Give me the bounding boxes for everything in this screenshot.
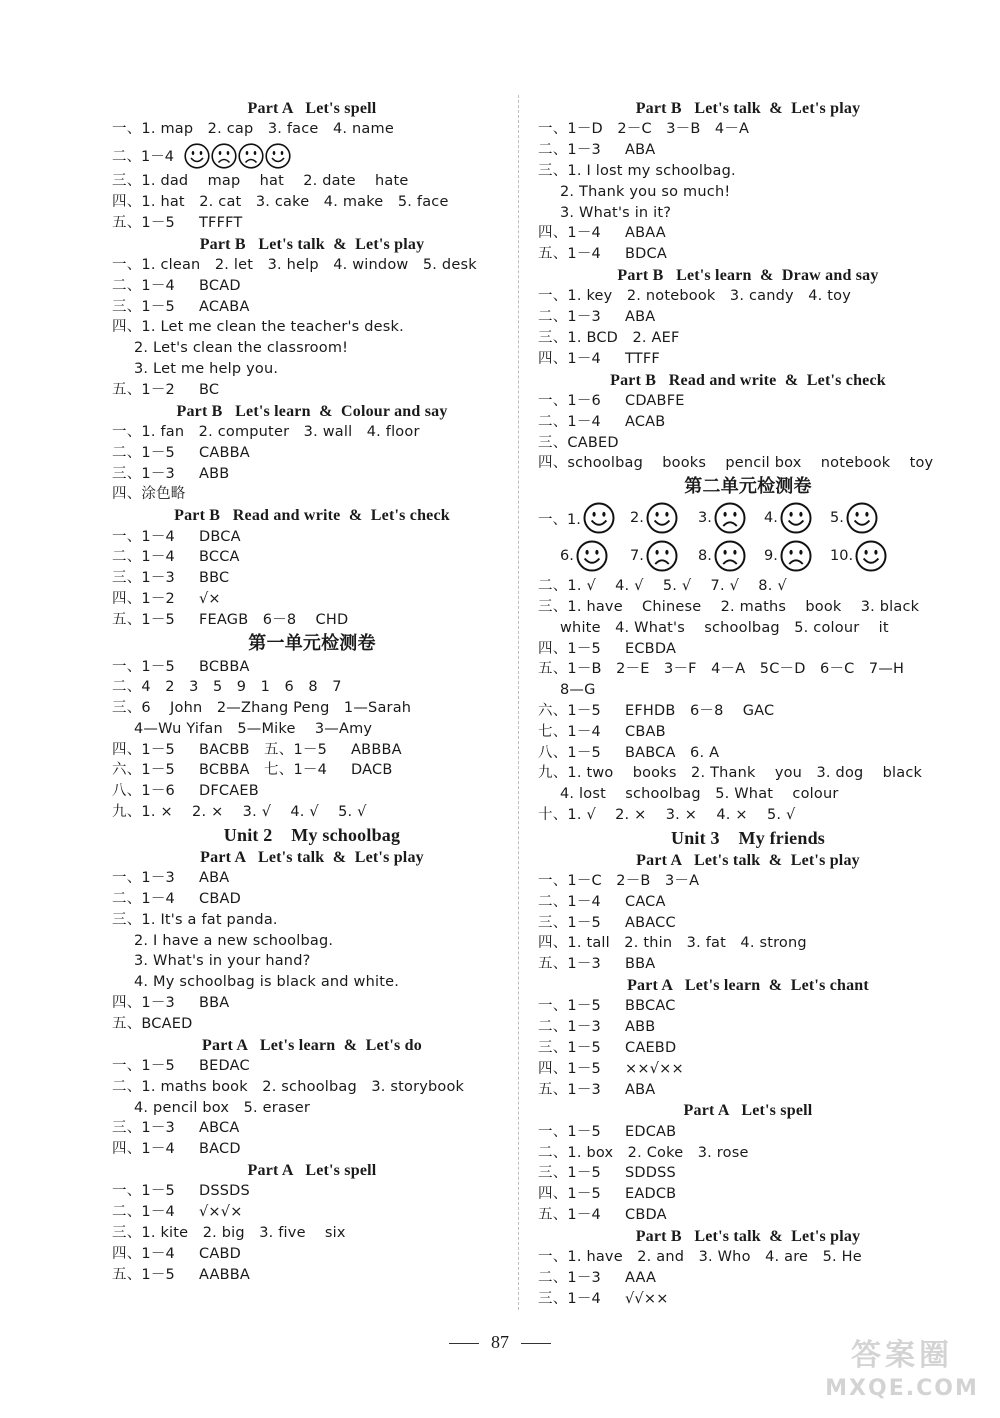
- answer-line: 一、1－5 BBCAC: [538, 998, 676, 1015]
- answer-line: 三、CABED: [538, 434, 619, 451]
- answer-line: 四、1－4 CABD: [112, 1245, 241, 1262]
- sad-face-icon: [714, 502, 746, 534]
- question-number: 6.: [560, 548, 574, 565]
- left-column: [112, 98, 512, 1285]
- answer-line: 四、涂色略: [112, 486, 186, 503]
- smiley-face-icon: [846, 502, 878, 534]
- answer-line: 五、1－4 CBDA: [538, 1207, 667, 1224]
- answer-line: 四、1. tall 2. thin 3. fat 4. strong: [538, 935, 807, 952]
- section-heading: Part A Let's talk & Let's play: [636, 851, 860, 869]
- face-answer-item: [830, 502, 879, 534]
- watermark-url: MXQE.COM: [825, 1376, 979, 1401]
- answer-line-continued: 4. My schoolbag is black and white.: [134, 974, 400, 991]
- question-number: 4.: [764, 510, 778, 527]
- answer-line: 二、1. maths book 2. schoolbag 3. storybook: [112, 1078, 465, 1095]
- answer-line: 六、1－5 BCBBA 七、1－4 DACB: [112, 762, 393, 779]
- question-number: 2.: [630, 510, 644, 527]
- answer-line: 四、1－4 ABAA: [538, 225, 666, 242]
- answer-line: 四、1－4 TTFF: [538, 350, 660, 367]
- section-heading: Part A Let's spell: [247, 100, 377, 117]
- face-group: [184, 143, 292, 169]
- answer-line: 二、1－4 BCAD: [112, 277, 241, 294]
- answer-line: 四、1－5 BACBB 五、1－5 ABBBA: [112, 741, 402, 758]
- answer-line: 一、1. key 2. notebook 3. candy 4. toy: [538, 288, 852, 305]
- page-number-dash-right: [521, 1343, 551, 1344]
- answer-line: 三、1－3 BBC: [112, 570, 230, 587]
- answer-line: 三、1－5 ABACC: [538, 914, 676, 931]
- answer-line: 五、1－3 ABA: [538, 1081, 656, 1098]
- sad-face-icon: [714, 540, 746, 572]
- answer-line: 四、1－3 BBA: [112, 995, 230, 1012]
- question-number: 10.: [830, 548, 854, 565]
- answer-line: 三、6 John 2—Zhang Peng 1—Sarah: [112, 700, 412, 717]
- watermark-logo-text: 答案圈: [851, 1338, 953, 1373]
- section-heading: Part B Read and write & Let's check: [174, 507, 450, 525]
- answer-line-continued: white 4. What's schoolbag 5. colour it: [560, 619, 889, 636]
- section-heading: Part B Read and write & Let's check: [610, 371, 886, 389]
- answer-line: 二、1－4 √×√×: [112, 1204, 243, 1221]
- face-answer-item: [560, 540, 609, 572]
- answer-line: 二、4 2 3 5 9 1 6 8 7: [112, 679, 342, 696]
- answer-line: 一、1－D 2－C 3－B 4－A: [538, 121, 750, 138]
- sad-face-icon: [238, 143, 264, 169]
- answer-line: 五、1－3 BBA: [538, 956, 656, 973]
- answer-line: 四、1－5 ECBDA: [538, 640, 677, 657]
- answer-line: 五、BCAED: [112, 1015, 193, 1032]
- answer-line: 五、1－5 FEAGB 6－8 CHD: [112, 611, 349, 628]
- answer-line: 六、1－5 EFHDB 6－8 GAC: [538, 702, 775, 719]
- smiley-face-icon: [265, 143, 291, 169]
- face-answer-item: [630, 502, 679, 534]
- page-number-dash-left: [449, 1343, 479, 1344]
- answer-line: 八、1－6 DFCAEB: [112, 783, 259, 800]
- answer-line: 二、1－4 ACAB: [538, 413, 666, 430]
- section-heading: Part A Let's learn & Let's chant: [627, 977, 869, 995]
- answer-line: 四、1－5 ××√××: [538, 1060, 684, 1077]
- section-heading: Part B Let's learn & Draw and say: [617, 266, 879, 284]
- answer-line: 五、1－4 BDCA: [538, 246, 667, 263]
- unit2-test-faces: [538, 500, 958, 576]
- smiley-face-icon: [583, 502, 615, 534]
- answer-line: 四、1－4 BACD: [112, 1141, 241, 1158]
- answer-line-continued: 8—G: [560, 682, 596, 699]
- answer-line: 三、1. I lost my schoolbag.: [538, 162, 736, 179]
- answer-line-faces: [112, 140, 512, 171]
- answer-line: 三、1. dad map hat 2. date hate: [112, 173, 409, 190]
- answer-line: 二、1－4 CACA: [538, 893, 666, 910]
- answer-line: 四、1－2 √×: [112, 590, 221, 607]
- answer-line: 一、1. clean 2. let 3. help 4. window 5. desk: [112, 256, 477, 273]
- answer-line: 三、1－3 ABCA: [112, 1120, 240, 1137]
- question-label: 二、1－4: [112, 149, 174, 166]
- answer-line: 三、1－4 √√××: [538, 1290, 669, 1307]
- answer-line: 五、1－2 BC: [112, 381, 220, 398]
- answer-line: 二、1. √ 4. √ 5. √ 7. √ 8. √: [538, 578, 787, 595]
- answer-line: 一、1. map 2. cap 3. face 4. name: [112, 121, 394, 138]
- answer-line: 二、1－3 ABA: [538, 309, 656, 326]
- answer-line-continued: 2. Let's clean the classroom!: [134, 340, 349, 357]
- answer-line: 一、1－5 EDCAB: [538, 1123, 677, 1140]
- sad-face-icon: [211, 143, 237, 169]
- answer-line: 九、1. two books 2. Thank you 3. dog black: [538, 765, 923, 782]
- unit-test-heading: 第一单元检测卷: [248, 632, 376, 654]
- section-heading: Part B Let's learn & Colour and say: [176, 402, 448, 420]
- section-heading: Part A Let's learn & Let's do: [202, 1036, 422, 1054]
- column-divider: [518, 95, 519, 1310]
- watermark: [822, 1336, 982, 1406]
- unit-test-heading: 第二单元检测卷: [684, 476, 812, 498]
- question-number: 7.: [630, 548, 644, 565]
- unit-heading: Unit 3 My friends: [671, 827, 825, 848]
- answer-line: 二、1－5 CABBA: [112, 444, 250, 461]
- answer-line-continued: 3. What's in it?: [560, 204, 672, 221]
- section-heading: Part B Let's talk & Let's play: [635, 1227, 861, 1245]
- question-number: 8.: [698, 548, 712, 565]
- question-number: 一、1.: [538, 511, 581, 528]
- answer-line: 一、1－5 BEDAC: [112, 1058, 250, 1075]
- right-column: [538, 98, 958, 1310]
- answer-line-continued: 4. lost schoolbag 5. What colour: [560, 786, 839, 803]
- answer-line-continued: 2. I have a new schoolbag.: [134, 932, 334, 949]
- answer-line: 一、1. fan 2. computer 3. wall 4. floor: [112, 423, 420, 440]
- answer-line: 一、1－5 BCBBA: [112, 658, 250, 675]
- smiley-face-icon: [184, 143, 210, 169]
- page-number-text: 87: [491, 1332, 509, 1352]
- answer-line: 一、1－C 2－B 3－A: [538, 873, 700, 890]
- answer-line: 三、1. It's a fat panda.: [112, 911, 278, 928]
- face-answer-item: [538, 502, 616, 534]
- face-answer-item: [698, 502, 747, 534]
- answer-line: 四、schoolbag books pencil box notebook toy: [538, 455, 934, 472]
- answer-line: 三、1－5 SDDSS: [538, 1165, 676, 1182]
- answer-line: 三、1－5 CAEBD: [538, 1040, 677, 1057]
- answer-line-continued: 4. pencil box 5. eraser: [134, 1099, 311, 1116]
- answer-line: 一、1－6 CDABFE: [538, 392, 685, 409]
- answer-line: 五、1－5 AABBA: [112, 1266, 251, 1283]
- smiley-face-icon: [780, 502, 812, 534]
- answer-line: 一、1－3 ABA: [112, 870, 230, 887]
- answer-line: 十、1. √ 2. × 3. × 4. × 5. √: [538, 806, 796, 823]
- answer-line-continued: 3. Let me help you.: [134, 360, 279, 377]
- answer-line: 二、1－3 ABB: [538, 1019, 656, 1036]
- face-answer-item: [764, 502, 813, 534]
- answer-line: 二、1－4 CBAD: [112, 891, 241, 908]
- unit-heading: Unit 2 My schoolbag: [223, 824, 401, 845]
- answer-line: 一、1. have 2. and 3. Who 4. are 5. He: [538, 1249, 862, 1266]
- section-heading: Part B Let's talk & Let's play: [199, 235, 425, 253]
- face-answer-item: [630, 540, 679, 572]
- section-heading: Part B Let's talk & Let's play: [635, 100, 861, 117]
- smiley-face-icon: [576, 540, 608, 572]
- face-answer-item: [830, 540, 888, 572]
- sad-face-icon: [780, 540, 812, 572]
- answer-line: 三、1. have Chinese 2. maths book 3. black: [538, 598, 920, 615]
- answer-line: 三、1－5 ACABA: [112, 298, 250, 315]
- answer-line: 一、1－5 DSSDS: [112, 1183, 250, 1200]
- answer-line: 四、1－5 EADCB: [538, 1186, 677, 1203]
- answer-line: 二、1－4 BCCA: [112, 549, 240, 566]
- face-answer-item: [698, 540, 747, 572]
- answer-line: 二、1. box 2. Coke 3. rose: [538, 1144, 749, 1161]
- section-heading: Part A Let's talk & Let's play: [200, 848, 424, 866]
- section-heading: Part A Let's spell: [247, 1162, 377, 1180]
- answer-line: 三、1. kite 2. big 3. five six: [112, 1225, 346, 1241]
- face-answer-item: [764, 540, 813, 572]
- answer-line: 三、1. BCD 2. AEF: [538, 329, 680, 346]
- answer-line: 五、1－B 2－E 3－F 4－A 5C－D 6－C 7—H: [538, 661, 905, 678]
- smiley-face-icon: [646, 502, 678, 534]
- answer-line-continued: 2. Thank you so much!: [560, 183, 731, 200]
- answer-line: 四、1. hat 2. cat 3. cake 4. make 5. face: [112, 193, 449, 210]
- answer-line-continued: 3. What's in your hand?: [134, 953, 311, 970]
- answer-line: 二、1－3 ABA: [538, 142, 656, 159]
- answer-line: 三、1－3 ABB: [112, 465, 230, 482]
- sad-face-icon: [646, 540, 678, 572]
- answer-line: 九、1. × 2. × 3. √ 4. √ 5. √: [112, 804, 367, 821]
- answer-line: 八、1－5 BABCA 6. A: [538, 744, 720, 761]
- section-heading: Part A Let's spell: [683, 1102, 813, 1120]
- smiley-face-icon: [855, 540, 887, 572]
- answer-line: 七、1－4 CBAB: [538, 723, 666, 740]
- answer-line: 五、1－5 TFFFT: [112, 214, 243, 231]
- answer-line: 二、1－3 AAA: [538, 1270, 657, 1286]
- question-number: 5.: [830, 510, 844, 527]
- question-number: 9.: [764, 548, 778, 565]
- question-number: 3.: [698, 510, 712, 527]
- answer-line: 一、1－4 DBCA: [112, 528, 241, 545]
- answer-line: 四、1. Let me clean the teacher's desk.: [112, 319, 404, 336]
- answer-line-continued: 4—Wu Yifan 5—Mike 3—Amy: [134, 720, 373, 737]
